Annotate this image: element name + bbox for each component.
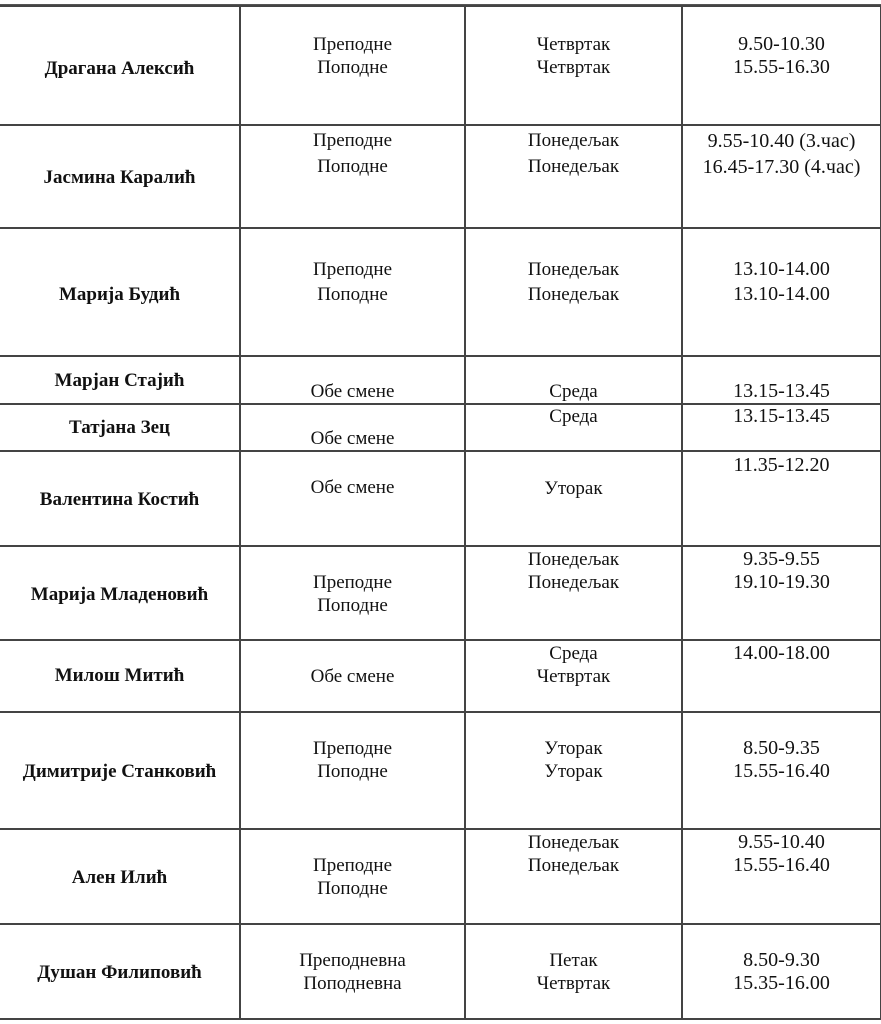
- time-cell: [682, 6, 881, 125]
- day-line: Четвртак: [536, 973, 611, 994]
- time-cell: [682, 356, 881, 404]
- time-line: 14.00-18.00: [733, 642, 830, 664]
- teacher-name-cell: [0, 640, 240, 712]
- teacher-name-cell: [0, 924, 240, 1019]
- day-line: Петак: [549, 950, 598, 971]
- shift-line: Обе смене: [310, 666, 395, 687]
- shift-line: Поподне: [317, 595, 388, 616]
- day-line: Уторак: [544, 738, 603, 759]
- time-cell: [682, 640, 881, 712]
- table-row: [0, 6, 881, 125]
- teacher-name: Милош Митић: [54, 665, 185, 686]
- day-line: Четвртак: [536, 57, 611, 78]
- time-line: 15.55-16.40: [733, 760, 830, 782]
- day-line: Четвртак: [536, 666, 611, 687]
- day-line: Понедељак: [527, 855, 620, 876]
- day-cell: [465, 356, 682, 404]
- time-line: 13.10-14.00: [733, 283, 830, 305]
- shift-cell: [240, 6, 465, 125]
- time-line: 8.50-9.35: [743, 737, 820, 759]
- time-line: 13.15-13.45: [733, 380, 830, 402]
- teacher-name: Ален Илић: [71, 867, 168, 888]
- teacher-name-cell: [0, 356, 240, 404]
- day-line: Понедељак: [527, 156, 620, 177]
- consultation-schedule-table: [0, 5, 881, 1020]
- shift-cell: [240, 829, 465, 924]
- teacher-name-cell: [0, 228, 240, 356]
- time-cell: [682, 451, 881, 546]
- shift-line: Преподне: [312, 572, 393, 593]
- shift-line: Поподне: [317, 761, 388, 782]
- day-line: Понедељак: [527, 259, 620, 280]
- teacher-name-cell: [0, 125, 240, 228]
- shift-cell: [240, 125, 465, 228]
- time-line: 15.55-16.40: [733, 854, 830, 876]
- time-line: 9.50-10.30: [738, 33, 825, 55]
- table-row: [0, 546, 881, 640]
- shift-cell: [240, 924, 465, 1019]
- day-line: Понедељак: [527, 572, 620, 593]
- time-line: 9.55-10.40 (3.час): [707, 130, 856, 152]
- shift-line: Поподне: [317, 156, 388, 177]
- table-row: [0, 125, 881, 228]
- shift-cell: [240, 356, 465, 404]
- table-row: [0, 829, 881, 924]
- shift-line: Преподне: [312, 34, 393, 55]
- time-line: 13.15-13.45: [733, 405, 830, 427]
- time-cell: [682, 546, 881, 640]
- day-line: Уторак: [544, 478, 603, 499]
- teacher-name: Душан Филиповић: [37, 962, 202, 983]
- teacher-name: Валентина Костић: [39, 489, 200, 510]
- time-line: 9.35-9.55: [743, 548, 820, 570]
- day-line: Четвртак: [536, 34, 611, 55]
- teacher-name-cell: [0, 6, 240, 125]
- shift-line: Поподне: [317, 878, 388, 899]
- shift-line: Поподне: [317, 284, 388, 305]
- time-line: 15.35-16.00: [733, 972, 830, 994]
- table-row: [0, 228, 881, 356]
- shift-cell: [240, 546, 465, 640]
- day-cell: [465, 228, 682, 356]
- shift-line: Обе смене: [310, 381, 395, 402]
- day-cell: [465, 404, 682, 451]
- table-row: [0, 451, 881, 546]
- day-cell: [465, 829, 682, 924]
- time-cell: [682, 125, 881, 228]
- shift-cell: [240, 451, 465, 546]
- time-cell: [682, 712, 881, 829]
- time-line: 19.10-19.30: [733, 571, 830, 593]
- day-line: Уторак: [544, 761, 603, 782]
- shift-cell: [240, 640, 465, 712]
- teacher-name: Димитрије Станковић: [22, 761, 217, 782]
- table-row: [0, 640, 881, 712]
- day-cell: [465, 6, 682, 125]
- table-row: [0, 356, 881, 404]
- table-row: [0, 404, 881, 451]
- table-row: [0, 712, 881, 829]
- time-line: 16.45-17.30 (4.час): [702, 156, 861, 178]
- teacher-name-cell: [0, 712, 240, 829]
- teacher-name-cell: [0, 829, 240, 924]
- shift-line: Обе смене: [310, 428, 395, 449]
- time-line: 9.55-10.40: [738, 831, 825, 853]
- teacher-name: Јасмина Каралић: [43, 167, 196, 188]
- day-cell: [465, 546, 682, 640]
- shift-line: Преподневна: [299, 950, 406, 971]
- time-cell: [682, 404, 881, 451]
- time-cell: [682, 228, 881, 356]
- day-line: Понедељак: [527, 130, 620, 151]
- teacher-name: Марија Будић: [58, 284, 181, 305]
- day-line: Понедељак: [527, 284, 620, 305]
- day-cell: [465, 125, 682, 228]
- shift-cell: [240, 228, 465, 356]
- day-line: Среда: [549, 643, 598, 664]
- shift-line: Преподне: [312, 259, 393, 280]
- day-line: Среда: [549, 406, 598, 427]
- time-line: 15.55-16.30: [733, 56, 830, 78]
- teacher-name-cell: [0, 404, 240, 451]
- shift-line: Преподне: [312, 130, 393, 151]
- shift-line: Поподневна: [303, 973, 402, 994]
- teacher-name: Драгана Алексић: [44, 58, 195, 79]
- table-row: [0, 924, 881, 1019]
- shift-cell: [240, 712, 465, 829]
- day-line: Понедељак: [527, 549, 620, 570]
- teacher-name: Татјана Зец: [69, 417, 170, 438]
- teacher-name: Марјан Стајић: [54, 370, 185, 391]
- time-line: 11.35-12.20: [733, 454, 830, 476]
- day-line: Среда: [549, 381, 598, 402]
- day-line: Понедељак: [527, 832, 620, 853]
- teacher-name-cell: [0, 451, 240, 546]
- teacher-name: Марија Младеновић: [30, 584, 209, 605]
- shift-cell: [240, 404, 465, 451]
- shift-line: Обе смене: [310, 477, 395, 498]
- shift-line: Преподне: [312, 855, 393, 876]
- time-line: 13.10-14.00: [733, 258, 830, 280]
- time-cell: [682, 829, 881, 924]
- day-cell: [465, 712, 682, 829]
- teacher-name-cell: [0, 546, 240, 640]
- time-cell: [682, 924, 881, 1019]
- day-cell: [465, 640, 682, 712]
- day-cell: [465, 924, 682, 1019]
- day-cell: [465, 451, 682, 546]
- shift-line: Поподне: [317, 57, 388, 78]
- time-line: 8.50-9.30: [743, 949, 820, 971]
- shift-line: Преподне: [312, 738, 393, 759]
